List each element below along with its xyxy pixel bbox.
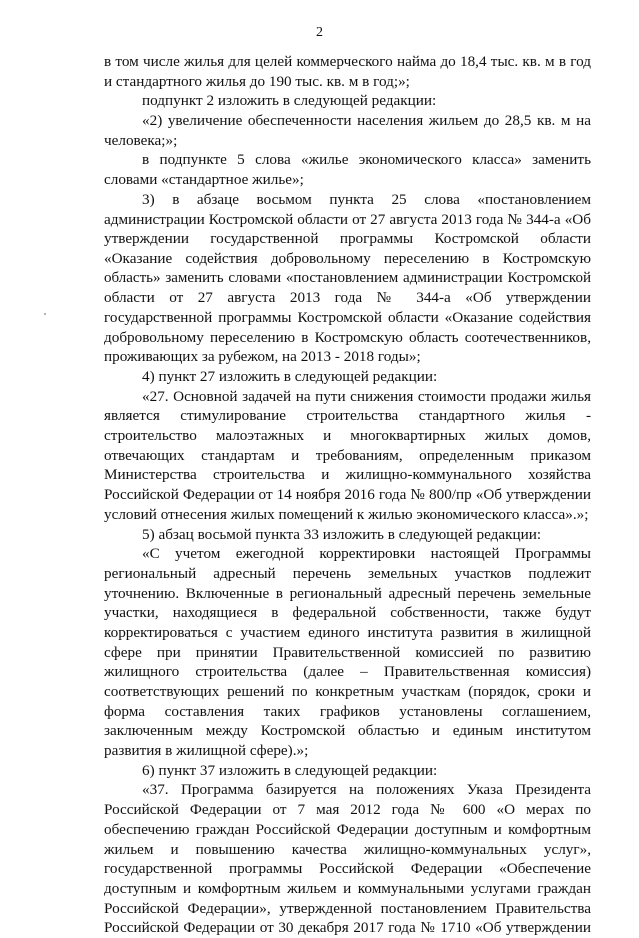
- text-line: корректироваться с участием единого института развития в жилищной: [104, 623, 591, 641]
- text-line: «2) увеличение обеспеченности населения жильем до 28,5 кв. м на: [142, 112, 591, 130]
- document-body: [104, 52, 591, 938]
- text-line: является стимулирование строительства стандартного жилья -: [104, 407, 591, 425]
- text-line: 4) пункт 27 изложить в следующей редакции:: [142, 368, 438, 385]
- text-line: Российской Федерации от 30 декабря 2017 года № 1710 «Об утверждении: [104, 919, 591, 937]
- text-line: отвечающих стандартам и требованиям, определенным приказом: [104, 446, 591, 464]
- text-line: в том числе жилья для целей коммерческого найма до 18,4 тыс. кв. м в год: [104, 53, 591, 70]
- page-number: 2: [316, 25, 323, 40]
- text-line: область» заменить словами «постановлением администрации Костромской: [104, 269, 591, 286]
- text-line: 5) абзац восьмой пункта 33 изложить в следующей редакции:: [142, 525, 542, 543]
- text-line: обеспечению граждан Российской Федерации доступным и комфортным: [104, 820, 591, 838]
- text-line: утверждении государственной программы Костромской области: [104, 230, 591, 248]
- text-line: «Оказание содействия добровольному переселению в Костромскую: [104, 249, 591, 267]
- text-line: условий отнесения жилых помещений к жилью экономического класса».»;: [104, 505, 589, 523]
- text-line: Российской Федерации от 14 ноября 2016 года № 800/пр «Об утверждении: [104, 486, 591, 504]
- text-line: «С учетом ежегодной корректировки настоящей Программы: [142, 545, 591, 563]
- text-line: государственной программы Костромской области «Оказание содействия: [104, 308, 591, 326]
- text-line: подпункт 2 изложить в следующей редакции:: [142, 92, 437, 110]
- text-line: соответствующих решений по конкретным участкам (порядок, сроки и: [104, 683, 591, 700]
- text-line: жильем и повышению качества жилищно-коммунальных услуг»,: [104, 840, 591, 858]
- text-line: уточнению. Включенные в региональный адресный перечень земельные: [104, 584, 591, 602]
- text-line: сфере при принятии Правительственной комиссией по развитию: [104, 643, 591, 661]
- text-line: форма составления таких графиков установлены соглашением,: [104, 702, 591, 720]
- text-line: в подпункте 5 слова «жилье экономического класса» заменить: [142, 151, 591, 169]
- text-line: администрации Костромской области от 27 августа 2013 года № 344-а «Об: [104, 210, 591, 228]
- text-line: Российской Федерации», утвержденной постановлением Правительства: [104, 899, 591, 917]
- text-line: развития в жилищной сфере).»;: [104, 742, 309, 760]
- text-line: добровольному переселению в Костромскую область соотечественников,: [104, 328, 591, 346]
- text-line: региональный адресный перечень земельных участков подлежит: [104, 564, 591, 582]
- text-line: государственной программы Российской Федерации «Обеспечение: [104, 860, 591, 878]
- text-line: доступным и комфортным жильем и коммунальными услугами граждан: [104, 879, 591, 897]
- text-line: Министерства строительства и жилищно-коммунального хозяйства: [104, 466, 591, 484]
- text-line: 3) в абзаце восьмом пункта 25 слова «постановлением: [142, 190, 591, 208]
- text-line: 6) пункт 37 изложить в следующей редакции:: [142, 761, 438, 779]
- text-line: «27. Основной задачей на пути снижения стоимости продажи жилья: [142, 387, 591, 405]
- text-line: проживающих за рубежом, на 2013 - 2018 годы»;: [104, 348, 421, 366]
- text-line: заключенным между Костромской областью и единым институтом: [104, 722, 591, 740]
- text-line: и стандартного жилья до 190 тыс. кв. м в год;»;: [104, 72, 410, 90]
- text-line: области от 27 августа 2013 года № 344-а «Об утверждении: [104, 289, 591, 307]
- text-line: жилищного строительства (далее – Правительственная комиссия): [104, 663, 591, 681]
- text-line: строительство малоэтажных и многоквартирных жилых домов,: [104, 427, 591, 445]
- text-line: Российской Федерации от 7 мая 2012 года № 600 «О мерах по: [104, 801, 591, 819]
- text-line: «37. Программа базируется на положениях Указа Президента: [142, 781, 591, 799]
- text-line: словами «стандартное жилье»;: [104, 171, 304, 189]
- scan-speck: [44, 313, 46, 315]
- text-line: участки, находящиеся в федеральной собственности, также будут: [104, 604, 591, 622]
- text-line: человека;»;: [104, 131, 178, 149]
